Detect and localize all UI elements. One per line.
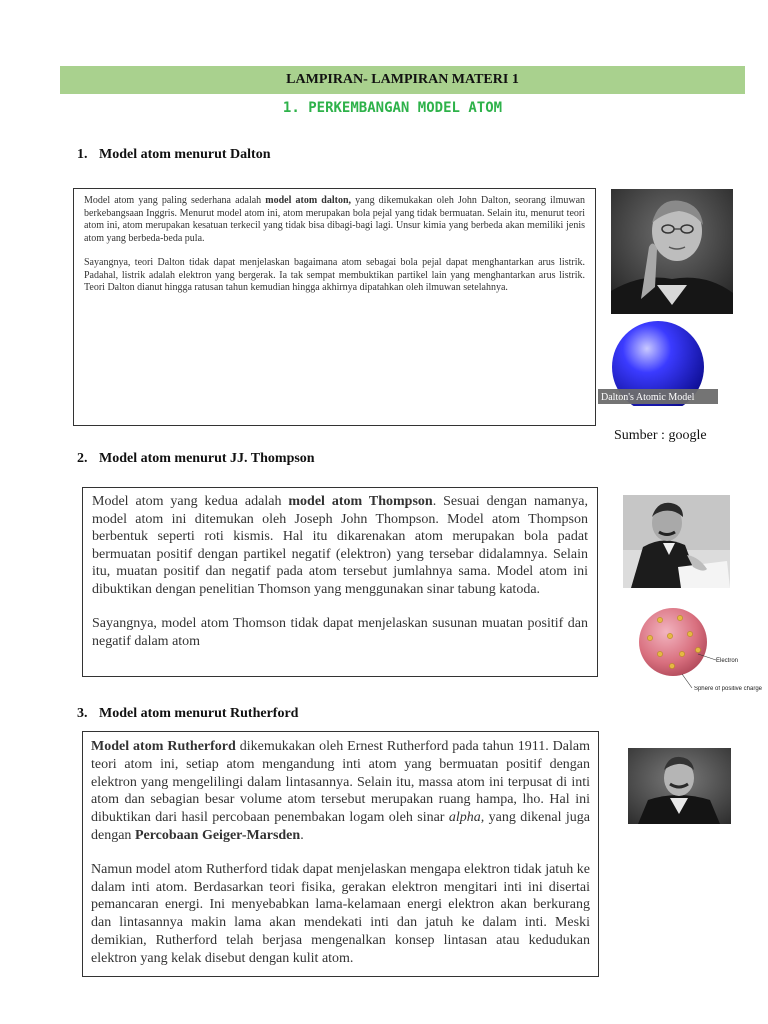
document-subtitle: 1. PERKEMBANGAN MODEL ATOM [282, 100, 503, 116]
section-2-paragraph-1 [92, 493, 588, 598]
section-3-paragraph-2: Namun model atom Rutherford tidak dapat menjelaskan mengapa elektron tidak jatuh ke dalam inti atom. Berdasarkan teori fisika, gerakan elektron mengitari inti ini disertai pemancaran energi. Ini menyebabkan lama-kelamaan energi elektron akan berkurang dan lintasannya makin lama akan mendekati inti dan jatuh ke dalam inti. Meski demikian, Rutherford telah berjasa mengenalkan konsep lintasan atau kedudukan elektron yang kelak disebut dengan kulit atom. [91, 861, 590, 966]
text-run: Model atom yang paling sederhana adalah [84, 195, 266, 206]
bold-term: Model atom Rutherford [91, 739, 236, 754]
section-3-title: Model atom menurut Rutherford [99, 706, 299, 721]
text-run: . Sesuai dengan namanya, model atom ini ditemukan oleh Joseph John Thompson. Model atom Thompson berbentuk seperti roti kismis. Hal itu dikarenakan atom merupakan bola padat bermuatan positif dengan partikel negatif (elektron) yang tersebar didalamnya. Selain itu, muatan positif dan negatif pada atom tersebut jumlahnya sama. Model atom ini dibuktikan dengan penelitian Thomson yang menggunakan sinar tabung katoda. [92, 494, 588, 597]
banner-title: LAMPIRAN- LAMPIRAN MATERI 1 [286, 72, 519, 87]
bold-term: Percobaan Geiger-Marsden [134, 827, 301, 843]
section-2-paragraph-2: Sayangnya, model atom Thomson tidak dapat menjelaskan susunan muatan positif dan negatif dalam atom [92, 616, 588, 649]
section-3-heading [77, 706, 298, 722]
electron-label: Electron [716, 658, 739, 664]
section-3-textbox [82, 731, 599, 977]
text-run: dikemukakan oleh Ernest Rutherford pada tahun 1911. Dalam teori atom ini, setiap atom mengandung inti atom yang bermuatan positif dengan elektron yang mengelilingi dalam lintasannya. Selain itu, massa atom ini terpusat di inti atom dan sebagian besar volume atom tersebut merupakan ruang hampa, lho. Hal ini dibuktikan dari hasil percobaan penembakan logam oleh sinar [91, 739, 590, 826]
positive-sphere-label: Sphere of positive charge [693, 686, 763, 692]
text-run: yang dikemukakan oleh John Dalton, seorang ilmuwan berkebangsaan Inggris. Menurut model atom ini, atom merupakan bola pejal yang tidak bermuatan. Selain itu, menurut teori atom ini, atom merupakan kesatuan terkecil yang tidak bisa dibagi-bagi lagi. Unsur kimia yang berbeda akan memiliki jenis atom yang berbeda-beda pula. [84, 195, 586, 244]
section-1-title: Model atom menurut Dalton [99, 147, 271, 162]
dalton-image-caption: Dalton's Atomic Model [601, 392, 695, 403]
section-1-heading [77, 147, 271, 163]
section-2-number: 2. [77, 451, 88, 466]
thompson-portrait-image [623, 495, 730, 588]
thompson-atomic-model-image [630, 598, 768, 708]
section-1-textbox [73, 188, 596, 426]
italic-term: alpha, [448, 810, 485, 826]
section-1-paragraph-1 [84, 195, 585, 245]
text-run: . [300, 827, 304, 843]
section-3-paragraph-1 [91, 738, 590, 845]
dalton-atomic-model-image [598, 318, 718, 406]
section-2-textbox [82, 487, 598, 677]
text-run: yang dikenal juga dengan [91, 810, 590, 843]
dalton-portrait-image [611, 189, 733, 314]
text-run: Model atom yang kedua adalah [92, 494, 289, 509]
bold-term: model atom dalton, [265, 195, 352, 206]
section-2-title: Model atom menurut JJ. Thompson [99, 451, 315, 466]
section-1-number: 1. [77, 147, 88, 162]
bold-term: model atom Thompson [288, 494, 433, 509]
section-3-number: 3. [77, 706, 88, 721]
image-source-credit: Sumber : google [614, 428, 707, 443]
section-1-paragraph-2: Sayangnya, teori Dalton tidak dapat menjelaskan bagaimana atom sebagai bola pejal dapat menghantarkan arus listrik. Padahal, listrik adalah elektron yang bergerak. Ia tak sempat membuktikan partikel lain yang menghantarkan arus listrik. Teori Dalton dianut hingga ratusan tahun kemudian hingga akhirnya dipatahkan oleh ilmuwan setelahnya. [84, 257, 585, 293]
appendix-banner [60, 66, 745, 94]
rutherford-portrait-image [628, 748, 731, 824]
section-2-heading [77, 451, 315, 467]
